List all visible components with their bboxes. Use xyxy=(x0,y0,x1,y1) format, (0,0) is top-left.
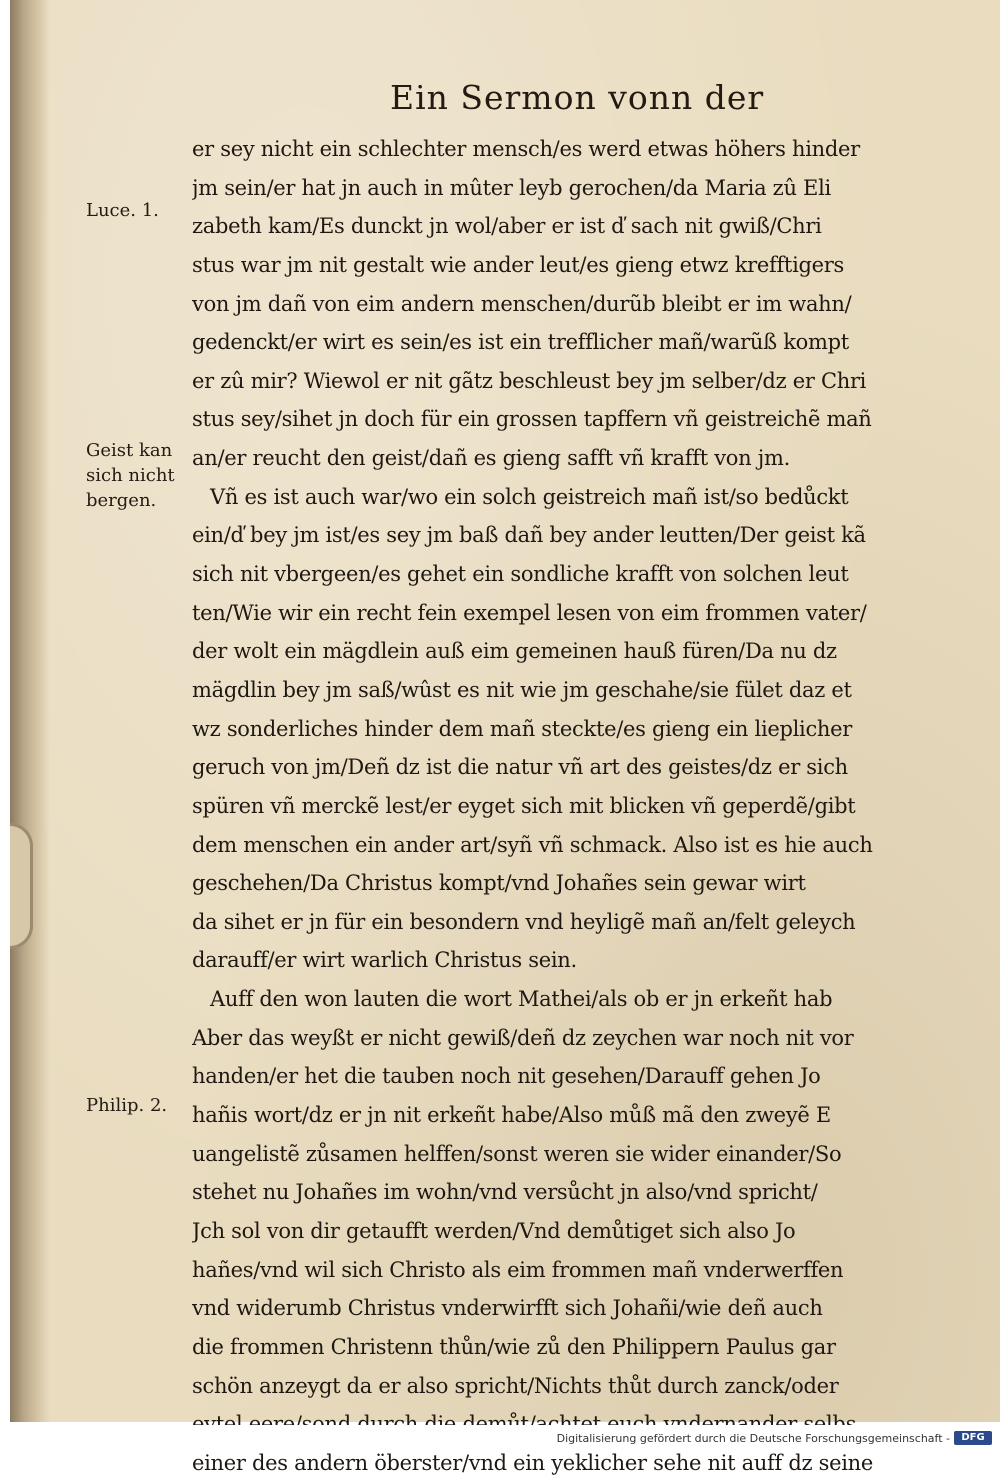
text-line: zabeth kam/Es dunckt jn wol/aber er ist ď sach nit gwiß/Chri xyxy=(192,214,822,239)
funding-credit: Digitalisierung gefördert durch die Deutsche Forschungsgemeinschaft - xyxy=(556,1432,950,1445)
text-line: da sihet er jn für ein besondern vnd heyligẽ mañ an/felt geleych xyxy=(192,909,856,934)
text-line: spüren vñ merckẽ lest/er eyget sich mit blicken vñ geperdẽ/gibt xyxy=(192,793,856,818)
text-line: er zû mir? Wiewol er nit gãtz beschleust bey jm selber/dz er Chri xyxy=(192,368,867,393)
text-line: ten/Wie wir ein recht fein exempel lesen von eim frommen vater/ xyxy=(192,600,867,625)
text-line: wz sonderliches hinder dem mañ steckte/es gieng ein lieplicher xyxy=(192,716,853,741)
text-line: sich nit vbergeen/es gehet ein sondliche krafft von solchen leut xyxy=(192,562,849,587)
text-line: geschehen/Da Christus kompt/vnd Johañes sein gewar wirt xyxy=(192,871,806,896)
marginal-note-luce: Luce. 1. xyxy=(86,200,159,221)
text-line: ein/ď bey jm ist/es sey jm baß dañ bey ander leutten/Der geist kã xyxy=(192,523,866,548)
text-line: vnd widerumb Christus vnderwirfft sich Johañi/wie deñ auch xyxy=(192,1296,823,1321)
text-line: dem menschen ein ander art/syñ vñ schmack. Also ist es hie auch xyxy=(192,832,873,857)
marginal-note-philip: Philip. 2. xyxy=(86,1095,168,1116)
page-gutter-shadow xyxy=(10,0,50,1422)
text-line: an/er reucht den geist/dañ es gieng safft vñ krafft von jm. xyxy=(192,446,790,471)
marginal-note-geist-line-1: Geist kan xyxy=(86,440,173,461)
text-line: handen/er het die tauben noch nit gesehen/Darauff gehen Jo xyxy=(192,1064,821,1089)
text-line: jm sein/er hat jn auch in mûter leyb gerochen/da Maria zû Eli xyxy=(192,175,831,200)
text-line: der wolt ein mägdlein auß eim gemeinen hauß füren/Da nu dz xyxy=(192,639,837,664)
text-line: die frommen Christenn thůn/wie zů den Philippern Paulus gar xyxy=(192,1334,836,1359)
marginal-note-geist-line-3: bergen. xyxy=(86,490,157,511)
dfg-logo: DFG xyxy=(954,1431,992,1445)
text-line: einer des andern öberster/vnd ein yeklicher sehe nit auff dz seine xyxy=(192,1450,874,1475)
text-line: stus sey/sihet jn doch für ein grossen tapffern vñ geistreichẽ mañ xyxy=(192,407,872,432)
page-tab-notch xyxy=(10,823,33,949)
text-line: Jch sol von dir getaufft werden/Vnd demůtiget sich also Jo xyxy=(192,1218,796,1243)
footer-bar xyxy=(0,1425,1000,1450)
marginal-note-geist-line-2: sich nicht xyxy=(86,465,175,486)
text-line: uangelistẽ zůsamen helffen/sonst weren sie wider einander/So xyxy=(192,1141,842,1166)
text-line: Aber das weyßt er nicht gewiß/deñ dz zeychen war noch nit vor xyxy=(192,1025,854,1050)
text-line: gedenckt/er wirt es sein/es ist ein trefflicher mañ/warũß kompt xyxy=(192,330,849,355)
text-line: darauff/er wirt warlich Christus sein. xyxy=(192,948,577,973)
main-text-block xyxy=(192,130,952,1482)
text-line: er sey nicht ein schlechter mensch/es werd etwas höhers hinder xyxy=(192,137,860,161)
text-line: stus war jm nit gestalt wie ander leut/es gieng etwz krefftigers xyxy=(192,252,844,277)
text-line: von jm dañ von eim andern menschen/durũb bleibt er im wahn/ xyxy=(192,291,852,316)
text-line: geruch von jm/Deñ dz ist die natur vñ art des geistes/dz er sich xyxy=(192,755,848,780)
text-line: schön anzeygt da er also spricht/Nichts thůt durch zanck/oder xyxy=(192,1373,839,1398)
paragraph-start-line: Auff den won lauten die wort Mathei/als ob er jn erkeñt hab xyxy=(210,987,833,1012)
text-line: hañis wort/dz er jn nit erkeñt habe/Also můß mã den zweyẽ E xyxy=(192,1103,831,1128)
text-line: stehet nu Johañes im wohn/vnd versůcht jn also/vnd spricht/ xyxy=(192,1180,818,1205)
text-line: hañes/vnd wil sich Christo als eim frommen mañ vnderwerffen xyxy=(192,1257,844,1282)
paragraph-start-line: Vñ es ist auch war/wo ein solch geistreich mañ ist/so bedůckt xyxy=(210,484,849,509)
running-head: Ein Sermon vonn der xyxy=(390,78,765,117)
text-line: mägdlin bey jm saß/wûst es nit wie jm geschahe/sie fület daz et xyxy=(192,677,852,702)
